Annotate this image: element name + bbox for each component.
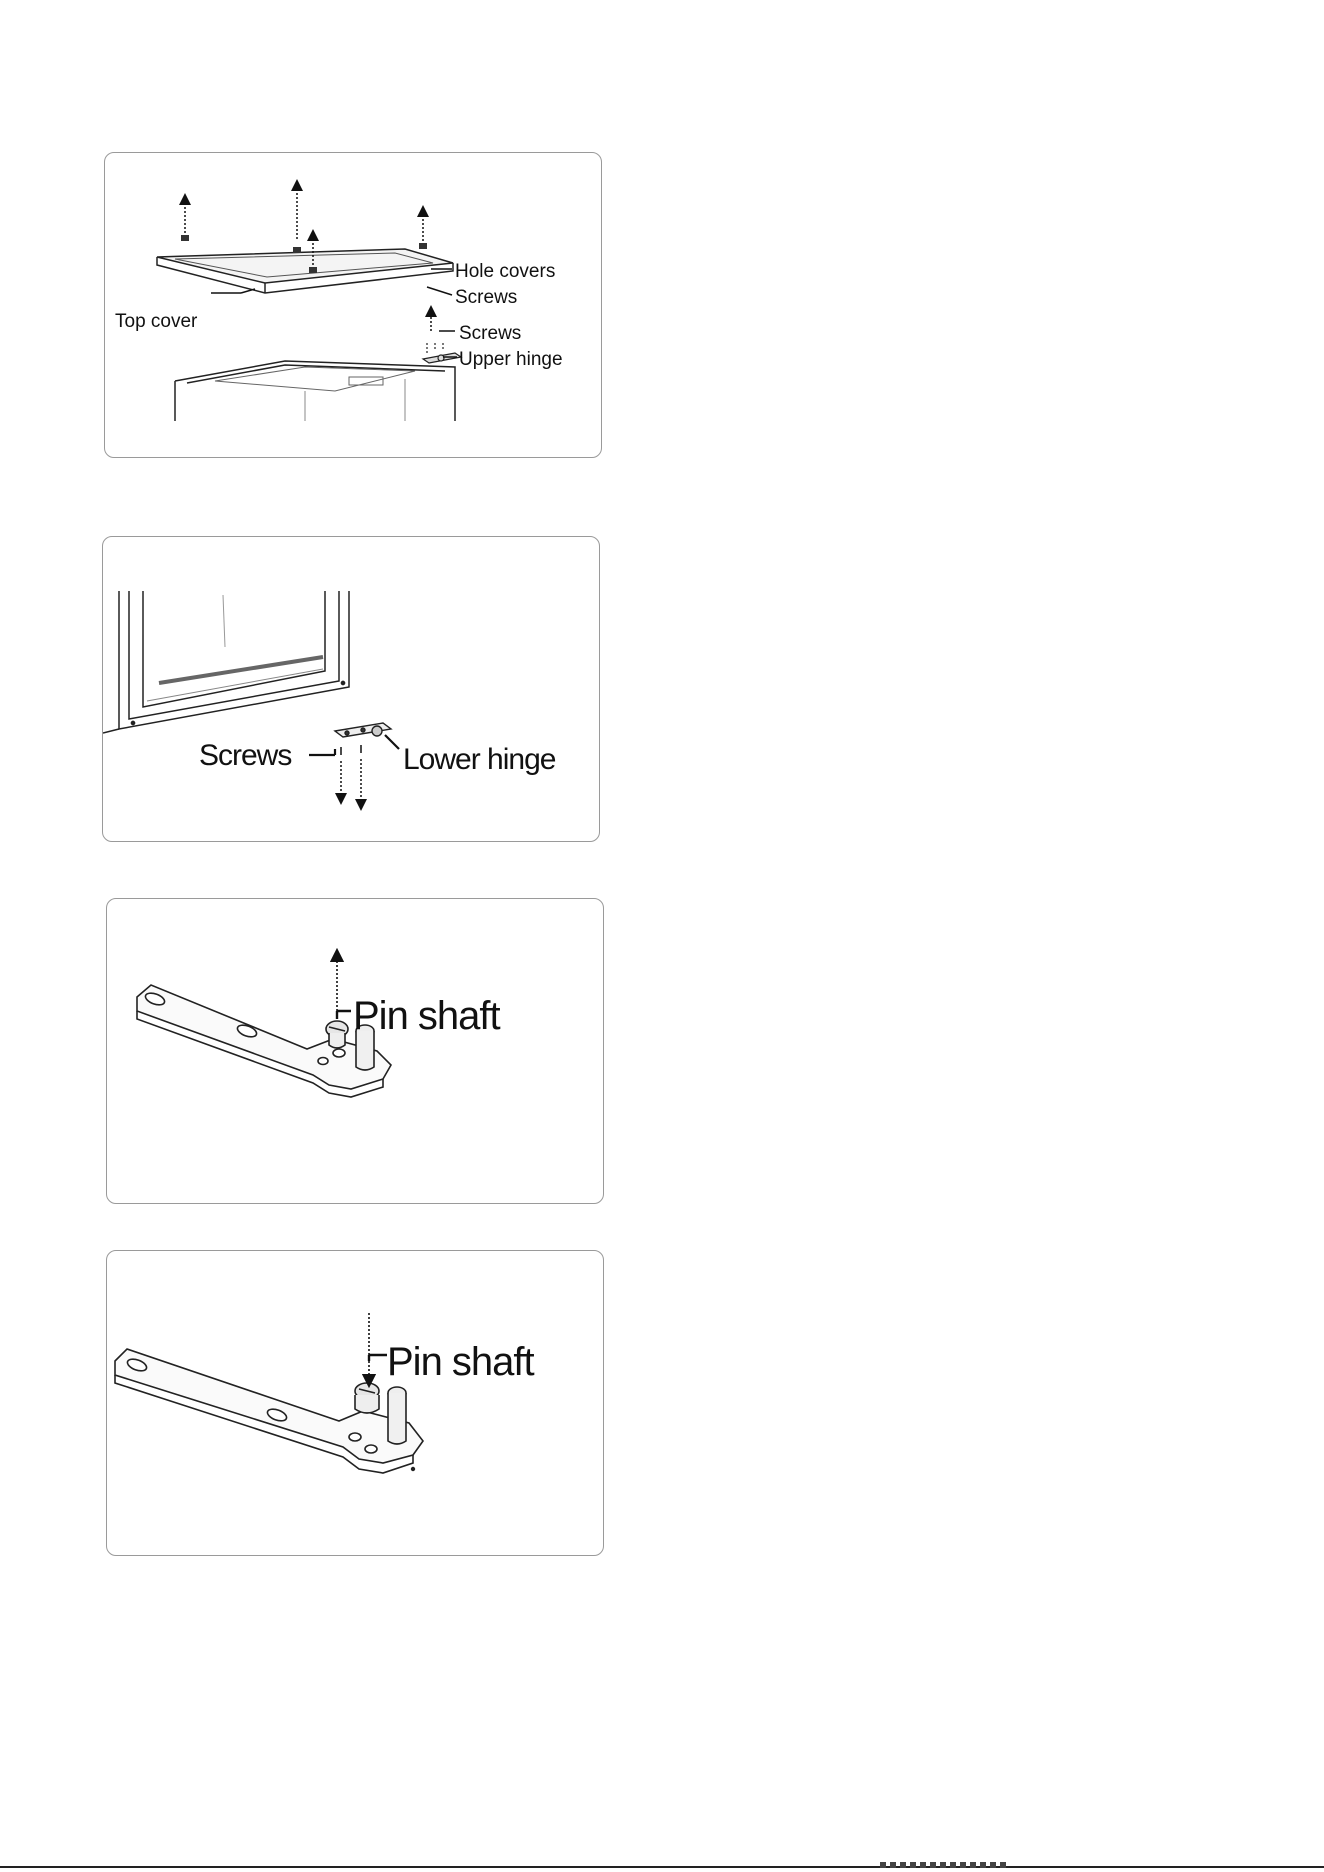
lower-hinge-illustration [103,537,599,841]
pin-shaft-insert-illustration [107,1251,603,1555]
label-screws: Screws [199,739,292,772]
footer-mark [880,1862,1010,1868]
footer-rule [0,1866,1324,1868]
figure-pin-shaft-insert [106,1250,604,1556]
label-screws-hinge: Screws [459,323,522,344]
label-upper-hinge: Upper hinge [459,349,563,370]
label-lower-hinge: Lower hinge [403,743,556,776]
label-top-cover: Top cover [115,311,198,332]
top-cover-illustration [105,153,601,457]
pin-shaft-remove-illustration [107,899,603,1203]
figure-pin-shaft-remove [106,898,604,1204]
figure-lower-hinge [102,536,600,842]
label-hole-covers: Hole covers [455,261,556,282]
label-pin-shaft: Pin shaft [387,1340,534,1384]
label-pin-shaft: Pin shaft [353,994,500,1038]
figure-top-cover [104,152,602,458]
label-screws-top: Screws [455,287,518,308]
